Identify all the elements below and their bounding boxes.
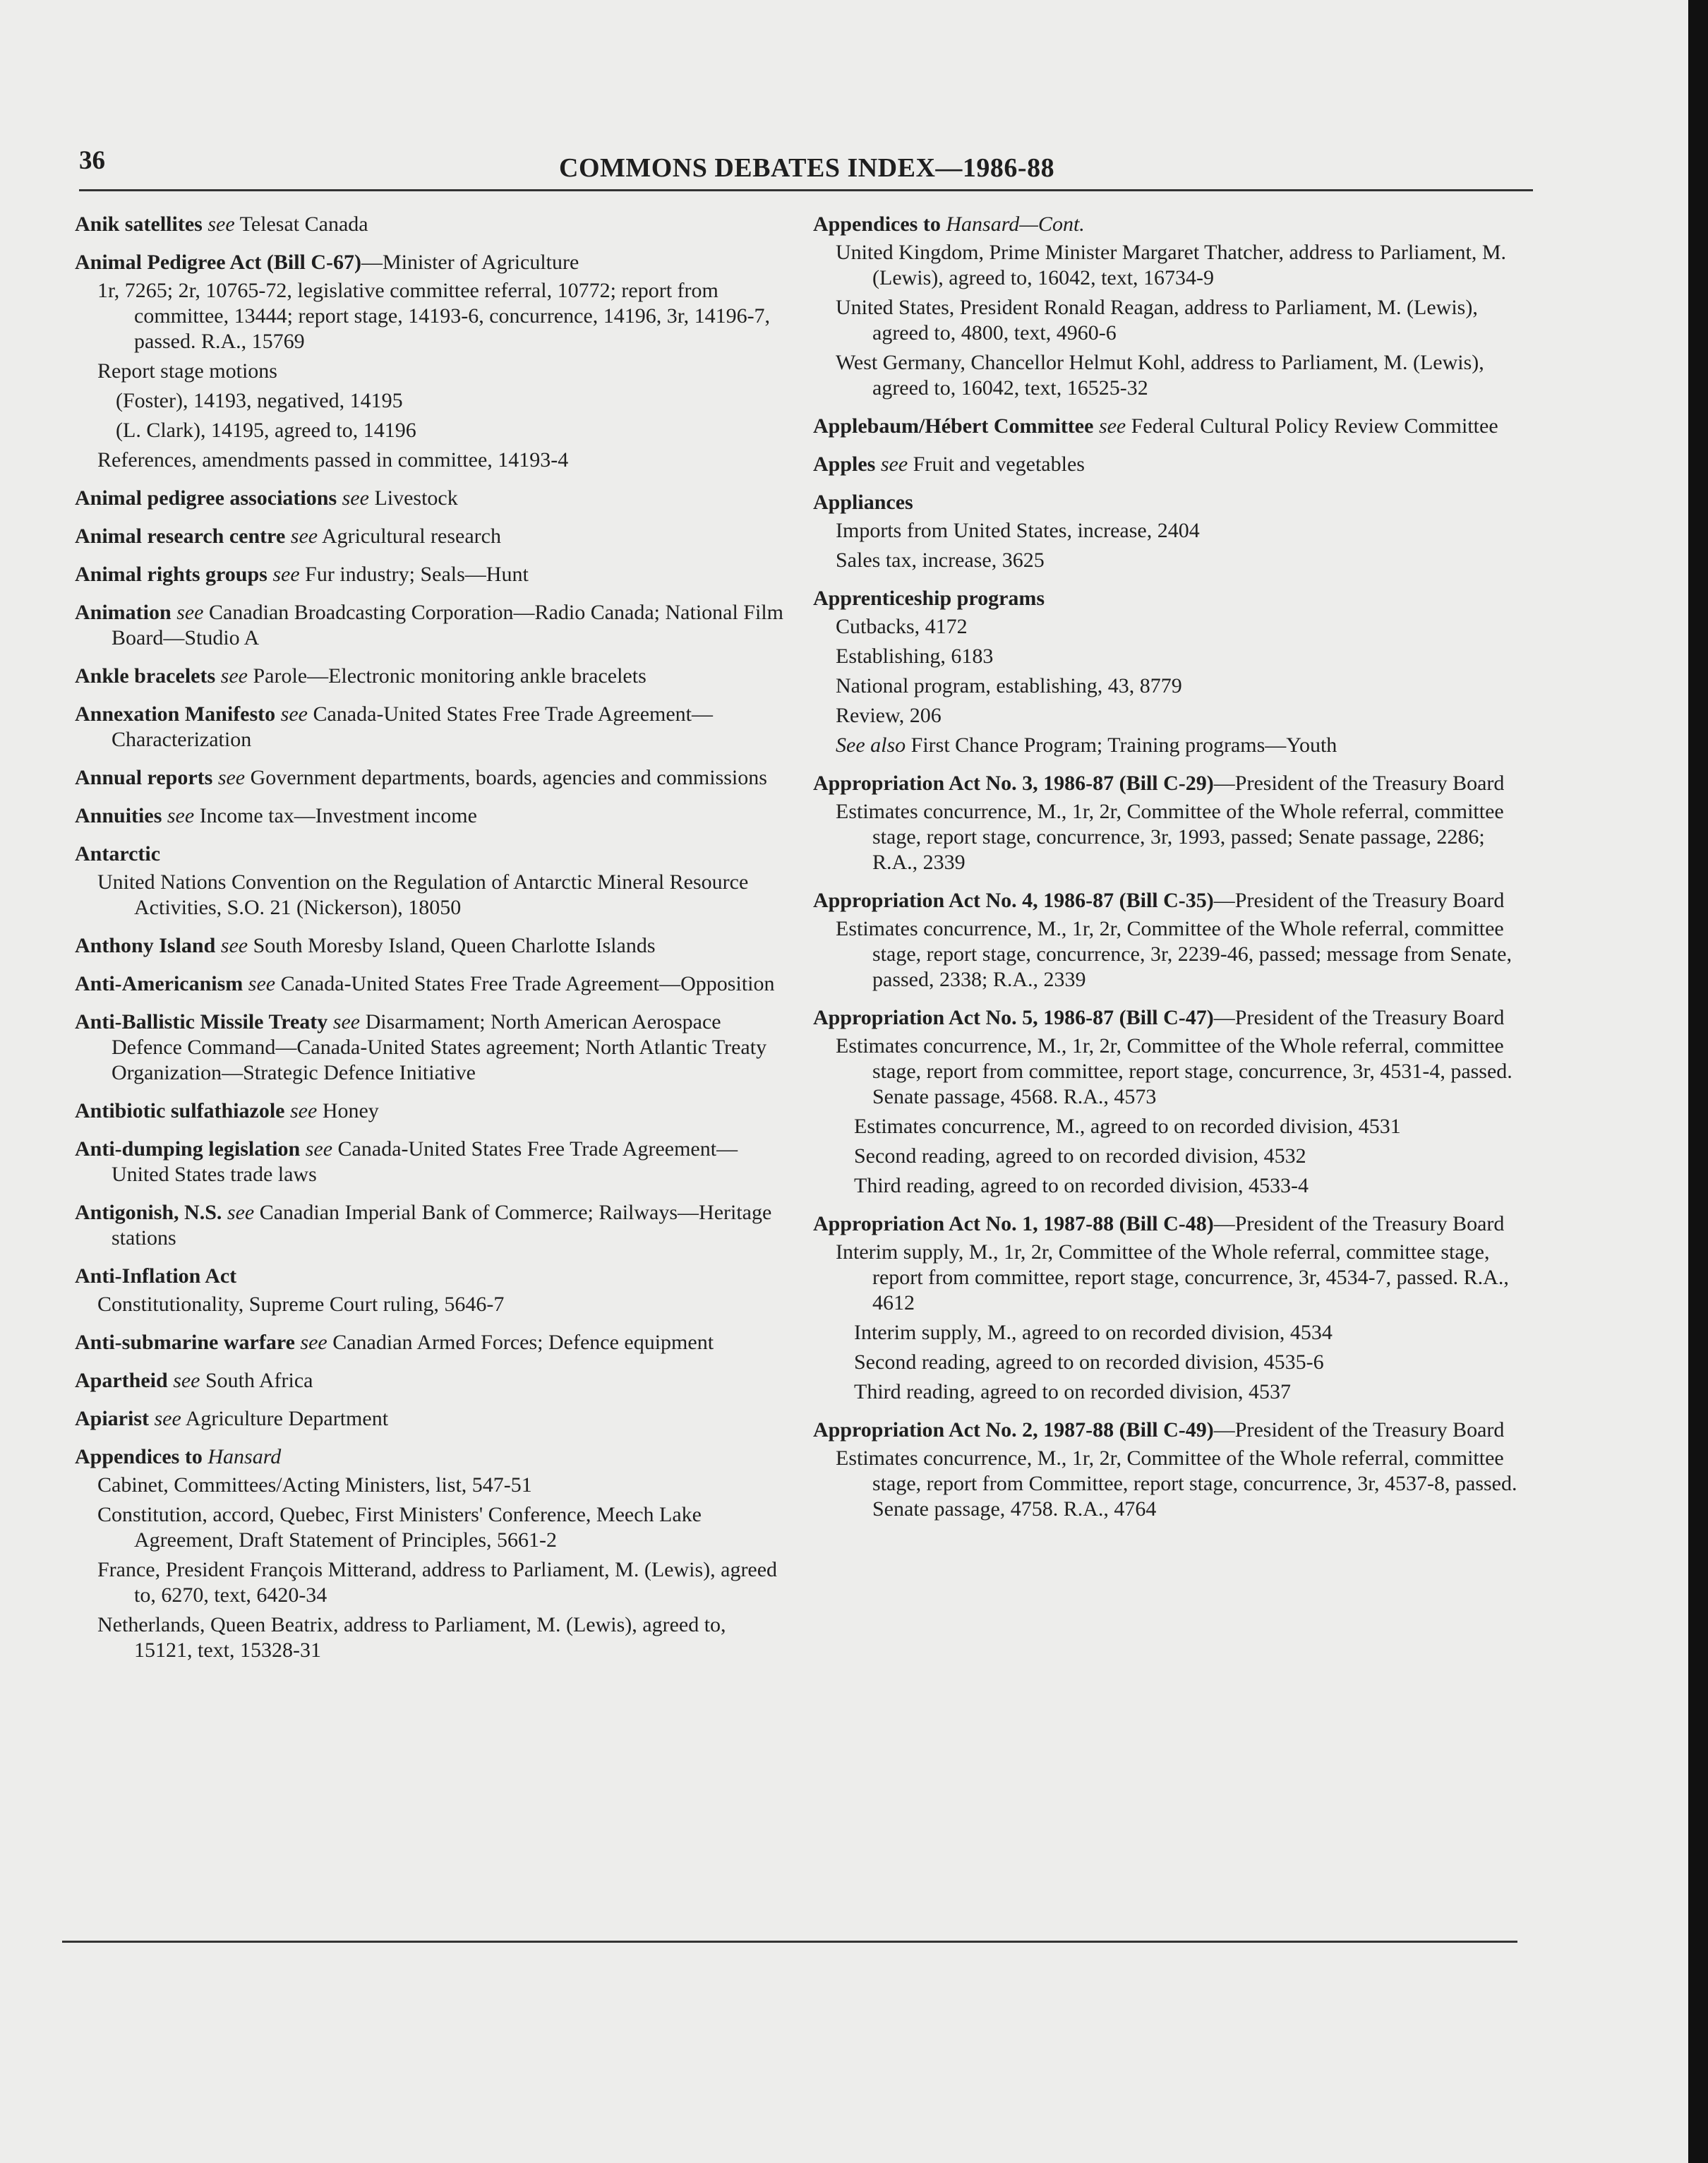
entry-reference: Canadian Armed Forces; Defence equipment [327, 1331, 714, 1354]
entry-heading-line [75, 1368, 788, 1394]
see-reference-label: see [272, 563, 300, 586]
subentry: Report stage motions [97, 359, 277, 383]
index-entry [75, 524, 788, 549]
see-reference-label: see [880, 453, 908, 476]
subentry: Estimates concurrence, M., 1r, 2r, Committee of the Whole referral, committee stage, report from Committee, report stage, concurrence, 3r, 4537-8, passed. Senate passage, 4758. R.A., 4764 [836, 1446, 1517, 1521]
entry-heading-line [75, 1098, 788, 1124]
see-reference-label: see [305, 1137, 333, 1161]
subentry: Review, 206 [836, 704, 942, 727]
subentry: National program, establishing, 43, 8779 [836, 674, 1182, 697]
left-column [75, 212, 788, 1676]
entry-heading-line [75, 803, 788, 829]
index-entry [75, 486, 788, 511]
see-reference-label: see [217, 766, 246, 789]
entry-heading: Anik satellites [75, 212, 203, 236]
see-reference-label: Hansard [208, 1445, 282, 1468]
entry-heading: Appropriation Act No. 2, 1987-88 (Bill C-49) [813, 1418, 1214, 1442]
sub-subentry: (L. Clark), 14195, agreed to, 14196 [116, 419, 416, 442]
see-reference-label: see [290, 525, 318, 548]
entry-heading-line [75, 765, 788, 791]
entry-reference: Parole—Electronic monitoring ankle bracelets [247, 664, 646, 688]
index-entry [75, 1264, 788, 1317]
subentry: 1r, 7265; 2r, 10765-72, legislative committee referral, 10772; report from committee, 13444; report stage, 14193-6, concurrence, 14196, 3r, 14196-7, passed. R.A., 15769 [97, 279, 771, 353]
entry-reference: Fur industry; Seals—Hunt [299, 563, 529, 586]
subentry: Imports from United States, increase, 2404 [836, 519, 1200, 542]
entry-heading: Apprenticeship programs [813, 587, 1045, 610]
subentry: Interim supply, M., 1r, 2r, Committee of the Whole referral, committee stage, report from committee, report stage, concurrence, 3r, 4534-7, passed. R.A., 4612 [836, 1240, 1509, 1314]
entry-reference: Canada-United States Free Trade Agreement—United States trade laws [112, 1137, 738, 1186]
entry-heading-line [75, 702, 788, 753]
see-reference-label: see [227, 1201, 255, 1224]
entry-heading: Animal pedigree associations [75, 486, 337, 510]
entry-heading-line [75, 971, 788, 997]
entry-reference: —President of the Treasury Board [1213, 1418, 1505, 1442]
see-reference-label: see [332, 1010, 361, 1033]
entry-reference: —President of the Treasury Board [1213, 1006, 1505, 1029]
subentry: United States, President Ronald Reagan, address to Parliament, M. (Lewis), agreed to, 4800, text, 4960-6 [836, 296, 1478, 344]
sub-subentry: Second reading, agreed to on recorded division, 4535-6 [854, 1350, 1324, 1374]
entry-heading-line [813, 490, 1526, 515]
index-entry [813, 1005, 1526, 1199]
subentry: Estimates concurrence, M., 1r, 2r, Committee of the Whole referral, committee stage, report from committee, report stage, concurrence, 3r, 4531-4, passed. Senate passage, 4568. R.A., 4573 [836, 1034, 1512, 1108]
entry-heading: Animation [75, 601, 172, 624]
entry-reference: Disarmament; North American Aerospace Defence Command—Canada-United States agreement; North Atlantic Treaty Organization—Strategic Defence Initiative [112, 1010, 767, 1084]
entry-heading: Appropriation Act No. 4, 1986-87 (Bill C-35) [813, 889, 1214, 912]
entry-heading-line [813, 414, 1526, 439]
entry-reference: Federal Cultural Policy Review Committee [1126, 414, 1498, 438]
sub-subentry: Third reading, agreed to on recorded division, 4533-4 [854, 1174, 1309, 1197]
entry-reference: —President of the Treasury Board [1213, 1212, 1505, 1235]
subentry: United Nations Convention on the Regulation of Antarctic Mineral Resource Activities, S.O. 21 (Nickerson), 18050 [97, 870, 749, 919]
index-entry [75, 702, 788, 753]
see-reference-label: see [167, 804, 195, 827]
entry-reference: Government departments, boards, agencies and commissions [245, 766, 767, 789]
entry-heading: Anthony Island [75, 934, 216, 957]
entry-heading-line [75, 562, 788, 587]
subentry: West Germany, Chancellor Helmut Kohl, address to Parliament, M. (Lewis), agreed to, 16042, text, 16525-32 [836, 351, 1484, 400]
index-entry [75, 250, 788, 473]
entry-heading: Apartheid [75, 1369, 168, 1392]
entry-heading-line [75, 486, 788, 511]
entry-reference: Canada-United States Free Trade Agreement—Opposition [275, 972, 775, 995]
index-entry [75, 1137, 788, 1187]
see-reference-label: Hansard—Cont. [946, 212, 1085, 236]
entry-heading-line [75, 933, 788, 959]
entry-reference: South Moresby Island, Queen Charlotte Islands [248, 934, 656, 957]
entry-heading-line [75, 1200, 788, 1251]
entry-heading-line [75, 1137, 788, 1187]
page-number: 36 [79, 146, 105, 175]
index-entry [75, 562, 788, 587]
index-entry [813, 452, 1526, 477]
index-entry [75, 664, 788, 689]
entry-heading: Anti-submarine warfare [75, 1331, 295, 1354]
index-entry [75, 971, 788, 997]
entry-heading-line [75, 841, 788, 867]
see-reference-label: see [290, 1099, 318, 1122]
index-entry [75, 1330, 788, 1355]
subentry: Constitution, accord, Quebec, First Ministers' Conference, Meech Lake Agreement, Draft Statement of Principles, 5661-2 [97, 1503, 702, 1552]
index-entry [75, 1098, 788, 1124]
entry-reference: Canadian Imperial Bank of Commerce; Railways—Heritage stations [112, 1201, 772, 1250]
see-reference-label: see [208, 212, 235, 236]
right-column [813, 212, 1526, 1535]
scan-edge [1688, 0, 1708, 2163]
entry-heading-line [813, 888, 1526, 913]
index-entry [813, 771, 1526, 875]
entry-heading-line [75, 250, 788, 275]
entry-heading: Anti-Americanism [75, 972, 243, 995]
subentry: Estimates concurrence, M., 1r, 2r, Committee of the Whole referral, committee stage, report stage, concurrence, 3r, 1993, passed; Senate passage, 2286; R.A., 2339 [836, 800, 1504, 874]
sub-subentry: (Foster), 14193, negatived, 14195 [116, 389, 403, 412]
entry-heading: Applebaum/Hébert Committee [813, 414, 1094, 438]
entry-heading-line [813, 212, 1526, 237]
index-entry [813, 490, 1526, 573]
entry-heading: Animal research centre [75, 525, 286, 548]
subentry: Cutbacks, 4172 [836, 615, 968, 638]
entry-heading-line [75, 1330, 788, 1355]
see-reference-label: see [220, 934, 248, 957]
entry-heading: Anti-dumping legislation [75, 1137, 301, 1161]
subentry: References, amendments passed in committee, 14193-4 [97, 448, 569, 472]
entry-reference: —President of the Treasury Board [1213, 889, 1505, 912]
see-reference-label: see [248, 972, 276, 995]
index-entry [813, 212, 1526, 401]
entry-heading: Animal Pedigree Act (Bill C-67) [75, 251, 362, 274]
subentry: France, President François Mitterand, address to Parliament, M. (Lewis), agreed to, 6270, text, 6420-34 [97, 1558, 778, 1607]
entry-heading-line [75, 664, 788, 689]
index-entry [75, 841, 788, 921]
subentry: United Kingdom, Prime Minister Margaret Thatcher, address to Parliament, M. (Lewis), agreed to, 16042, text, 16734-9 [836, 241, 1506, 289]
sub-subentry: Estimates concurrence, M., agreed to on recorded division, 4531 [854, 1115, 1401, 1138]
sub-subentry: Third reading, agreed to on recorded division, 4537 [854, 1380, 1291, 1403]
entry-heading-line [813, 1418, 1526, 1443]
subentry: Sales tax, increase, 3625 [836, 549, 1045, 572]
see-also-reference: First Chance Program; Training programs—Youth [906, 733, 1337, 757]
entry-reference: Canada-United States Free Trade Agreement—Characterization [112, 702, 714, 751]
entry-reference: South Africa [200, 1369, 313, 1392]
subentry: Constitutionality, Supreme Court ruling, 5646-7 [97, 1293, 505, 1316]
entry-heading: Appendices to [75, 1445, 203, 1468]
entry-heading: Apples [813, 453, 876, 476]
entry-heading-line [813, 1211, 1526, 1237]
entry-heading: Antibiotic sulfathiazole [75, 1099, 285, 1122]
entry-heading: Appendices to [813, 212, 941, 236]
index-entry [75, 1444, 788, 1663]
entry-heading: Animal rights groups [75, 563, 267, 586]
entry-heading: Antigonish, N.S. [75, 1201, 222, 1224]
index-entry [813, 414, 1526, 439]
entry-heading: Apiarist [75, 1407, 149, 1430]
see-reference-label: see [220, 664, 248, 688]
entry-reference: Agriculture Department [181, 1407, 389, 1430]
page-header [79, 145, 1533, 189]
entry-heading-line [813, 1005, 1526, 1031]
entry-heading: Annual reports [75, 766, 213, 789]
entry-heading: Antarctic [75, 842, 161, 865]
see-reference-label: see [1098, 414, 1126, 438]
subentry: Establishing, 6183 [836, 645, 994, 668]
entry-heading-line [75, 524, 788, 549]
index-entry [813, 1211, 1526, 1405]
entry-heading-line [75, 1444, 788, 1470]
sub-subentry: Interim supply, M., agreed to on recorded division, 4534 [854, 1321, 1333, 1344]
subentry: Netherlands, Queen Beatrix, address to Parliament, M. (Lewis), agreed to, 15121, text, 15328-31 [97, 1613, 726, 1662]
entry-reference: Telesat Canada [234, 212, 368, 236]
entry-heading-line [75, 1009, 788, 1086]
index-entry [75, 1200, 788, 1251]
see-reference-label: see [173, 1369, 200, 1392]
entry-heading-line [813, 452, 1526, 477]
running-head: COMMONS DEBATES INDEX—1986-88 [559, 153, 1055, 183]
entry-heading-line [75, 1406, 788, 1432]
index-entry [813, 586, 1526, 758]
entry-heading: Ankle bracelets [75, 664, 216, 688]
index-entry [75, 933, 788, 959]
index-entry [75, 1368, 788, 1394]
index-entry [75, 1009, 788, 1086]
see-reference-label: see [280, 702, 308, 726]
index-entry [75, 803, 788, 829]
sub-subentry: Second reading, agreed to on recorded division, 4532 [854, 1144, 1306, 1168]
index-entry [75, 600, 788, 651]
entry-heading: Annuities [75, 804, 162, 827]
see-also-label: See also [836, 733, 906, 757]
entry-reference: —Minister of Agriculture [361, 251, 579, 274]
entry-heading-line [75, 212, 788, 237]
subentry: Cabinet, Committees/Acting Ministers, list, 547-51 [97, 1473, 532, 1497]
index-entry [75, 212, 788, 237]
entry-heading: Appropriation Act No. 5, 1986-87 (Bill C-47) [813, 1006, 1214, 1029]
entry-heading-line [813, 586, 1526, 611]
entry-reference: Canadian Broadcasting Corporation—Radio Canada; National Film Board—Studio A [112, 601, 783, 649]
entry-heading: Anti-Ballistic Missile Treaty [75, 1010, 328, 1033]
entry-reference: Livestock [368, 486, 458, 510]
entry-reference: —President of the Treasury Board [1213, 772, 1505, 795]
entry-reference: Agricultural research [318, 525, 501, 548]
index-entry [75, 765, 788, 791]
entry-reference: Fruit and vegetables [908, 453, 1085, 476]
entry-heading-line [75, 600, 788, 651]
entry-heading: Annexation Manifesto [75, 702, 276, 726]
see-reference-label: see [300, 1331, 327, 1354]
subentry: Estimates concurrence, M., 1r, 2r, Committee of the Whole referral, committee stage, report stage, concurrence, 3r, 2239-46, passed; message from Senate, passed, 2338; R.A., 2339 [836, 917, 1512, 991]
see-reference-label: see [176, 601, 204, 624]
entry-heading: Appliances [813, 491, 913, 514]
see-reference-label: see [154, 1407, 181, 1430]
entry-reference: Honey [317, 1099, 379, 1122]
entry-reference: Income tax—Investment income [194, 804, 477, 827]
index-entry [75, 1406, 788, 1432]
entry-heading-line [813, 771, 1526, 796]
footer-rule [62, 1941, 1517, 1943]
entry-heading: Appropriation Act No. 3, 1986-87 (Bill C-29) [813, 772, 1214, 795]
entry-heading: Appropriation Act No. 1, 1987-88 (Bill C-48) [813, 1212, 1214, 1235]
entry-heading-line [75, 1264, 788, 1289]
index-entry [813, 1418, 1526, 1522]
entry-heading: Anti-Inflation Act [75, 1264, 237, 1288]
see-also-line [813, 733, 1526, 758]
index-entry [813, 888, 1526, 993]
header-rule [79, 189, 1533, 191]
see-reference-label: see [342, 486, 369, 510]
